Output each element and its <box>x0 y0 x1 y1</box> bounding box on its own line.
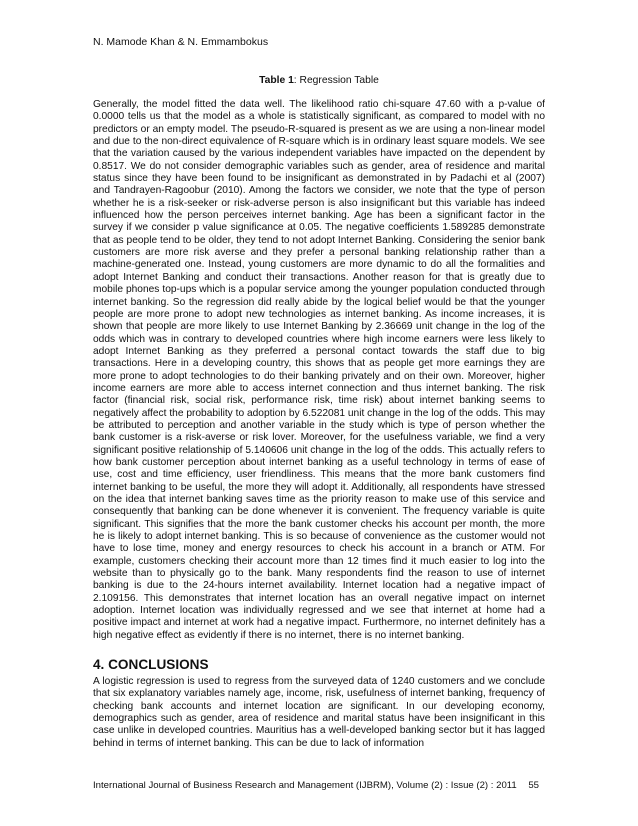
paragraph-conclusions: A logistic regression is used to regress from the surveyed data of 1240 customers and we conclude that six explanatory variables namely age, income, risk, usefulness of internet banking, frequency of checking bank accounts and internet location are significant. In our developing economy, demographics such as gender, area of residence and marital status have been insignificant in this case unlike in developed countries. Mauritius has a well-developed banking sector but it has lagged behind in terms of internet banking. This can be due to lack of information <box>93 676 545 749</box>
conclusions-body <box>93 676 545 750</box>
footer-journal: International Journal of Business Research and Management (IJBRM), Volume (2) : Issue (2) : 2011 <box>93 780 517 791</box>
running-header: N. Mamode Khan & N. Emmambokus <box>93 36 269 48</box>
table-caption <box>0 75 638 86</box>
table-caption-text: : Regression Table <box>293 75 379 86</box>
section-heading-conclusions: 4. CONCLUSIONS <box>93 657 209 672</box>
results-discussion <box>93 99 545 642</box>
table-caption-label: Table 1 <box>259 75 294 86</box>
page-number: 55 <box>528 780 539 791</box>
paragraph-results: Generally, the model fitted the data well. The likelihood ratio chi-square 47.60 with a p-value of 0.0000 tells us that the model as a whole is statistically significant, as compared to model with no predictors or an empty model. The pseudo-R-squared is present as we are using a non-linear model and due to the non-direct equivalence of R-square which is in ordinary least square models. We see that the variation caused by the various independent variables have impacted on the dependent by 0.8517. We do not consider demographic variables such as gender, area of residence and marital status since they have been found to be insignificant as demonstrated in by Padachi et al (2007) and Tandrayen-Ragoobur (2010). Among the factors we consider, we note that the type of person whether he is a risk-seeker or risk-adverse person is also insignificant but this variable has indeed influenced how the person perceives internet banking. Age has been a significant factor in the survey if we consider p value significance at 0.05. The negative coefficients 1.589285 demonstrate that as people tend to be older, they tend to not adopt Internet Banking. Considering the senior bank customers are more risk averse and they prefer a personal banking relationship rather than a machine-generated one. Instead, young customers are more dynamic to do all the formalities and adopt Internet Banking and conduct their transactions. Another reason for that is greatly due to mobile phones top-ups which is a popular service among the younger population conducted through internet banking. So the regression did really abide by the logical belief would be that the younger people are more prone to adopt new technologies as internet banking. As income increases, it is shown that people are more likely to use Internet Banking by 2.36669 unit change in the log of the odds which was in contrary to developed countries where high income earners were less likely to adopt Internet Banking as they preferred a personal contact towards the staff due to big transactions. Here in a developing country, this shows that as people get more earnings they are more prone to adopt technologies to do their banking privately and on their own. Moreover, higher income earners are more able to access internet connection and thus internet banking. The risk factor (financial risk, social risk, performance risk, time risk) about internet banking seems to negatively affect the probability to adoption by 6.522081 unit change in the log of the odds. This may be attributed to perception and another variable in the study which is type of person whether the bank customer is a risk-averse or risk lover. Moreover, for the usefulness variable, we find a very significant positive relationship of 5.140606 unit change in the log of the odds. This actually refers to how bank customer perception about internet banking as a useful technology in terms of ease of use, cost and time efficiency, user friendliness. This means that the more bank customers find internet banking to be useful, the more they will adopt it. Additionally, all respondents have stressed on the idea that internet banking saves time as the priority reason to make use of this service and consequently that banking can be done whenever it is convenient. The frequency variable is quite significant. This signifies that the more the bank customer checks his account per month, the more he is likely to adopt internet banking. This is so because of convenience as the customer would not have to lose time, money and energy resources to check his account in a branch or ATM. For example, customers checking their account more than 12 times find it much easier to log into the website than to physically go to the bank. Many respondents find the reason to use of internet banking is due to the 24-hours internet availability. Internet location had a negative impact of 2.109156. This demonstrates that internet location has an overall negative impact on internet adoption. Internet location was individually regressed and we see that internet at home had a positive impact and internet at work had a negative impact. Furthermore, no internet definitely has a high negative effect as evidently if there is no internet, there is no internet banking. <box>93 99 545 641</box>
